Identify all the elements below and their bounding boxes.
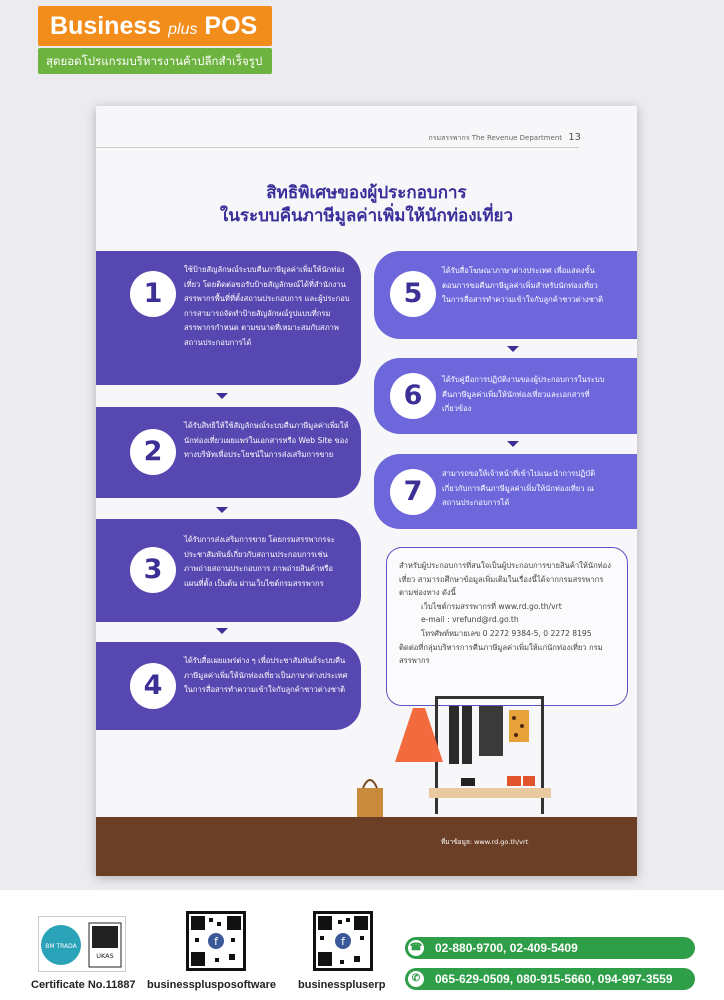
qr-pattern-icon xyxy=(189,914,243,968)
info-intro: สำหรับผู้ประกอบการที่สนใจเป็นผู้ประกอบการขายสินค้าให้นักท่องเที่ยว สามารถศึกษาข้อมูลเพิ่มเติมในเรื่องนี้ได้จากกรมสรรพากรตามช่องทาง ดังนี้ xyxy=(399,561,611,598)
arrow-down-icon xyxy=(216,628,228,634)
svg-text:f: f xyxy=(341,935,345,948)
step-card-2 xyxy=(96,407,361,498)
step-card-1 xyxy=(96,251,361,385)
step-card-6 xyxy=(374,358,637,434)
brand-header xyxy=(0,0,275,78)
clothing-rack-illustration xyxy=(351,686,571,821)
step-number-3: 3 xyxy=(130,547,176,593)
qr-code-facebook-1[interactable] xyxy=(186,911,246,971)
qr-label-1: businessplusposoftware xyxy=(147,979,276,991)
step-text-2: ได้รับสิทธิให้ใช้สัญลักษณ์ระบบคืนภาษีมูลค่าเพิ่มให้นักท่องเที่ยวเผยแพร่ในเอกสารหรือ Web Site ของทางบริษัทเพื่อประโยชน์ในการส่งเสริมการขาย xyxy=(184,421,349,459)
doc-dept: กรมสรรพากร The Revenue Department xyxy=(428,134,563,142)
document-page xyxy=(96,106,637,876)
step-card-3 xyxy=(96,519,361,622)
page-number: 13 xyxy=(568,132,581,143)
step-number-1: 1 xyxy=(130,271,176,317)
brand-name-part2: POS xyxy=(197,12,258,40)
step-text-6: ได้รับคู่มือการปฏิบัติงานของผู้ประกอบการในระบบคืนภาษีมูลค่าเพิ่มให้นักท่องเที่ยวและเอกสารที่เกี่ยวข้อง xyxy=(442,375,605,413)
cert-logo-1-text: BM TRADA xyxy=(45,943,77,950)
step-text-3: ได้รับการส่งเสริมการขาย โดยกรมสรรพากรจะประชาสัมพันธ์เกี่ยวกับสถานประกอบการเช่น ภาพถ่ายสถานประกอบการ ภาพถ่ายสินค้าหรือแผนที่ตั้ง เป็นต้น ผ่านเว็บไซต์กรมสรรพากร xyxy=(184,535,335,588)
step-text-1: ใช้ป้ายสัญลักษณ์ระบบคืนภาษีมูลค่าเพิ่มให้นักท่องเที่ยว โดยติดต่อขอรับป้ายสัญลักษณ์ได้ที่สำนักงานสรรพากรพื้นที่ที่ตั้งสถานประกอบการ และผู้ประกอบการสามารถจัดทำป้ายสัญลักษณ์รูปแบบที่กรมสรรพากรกำหนด ตามขนาดที่เหมาะสมกับสภาพสถานประกอบการได้ xyxy=(184,265,350,347)
info-contact: ติดต่อที่กลุ่มบริหารการคืนภาษีมูลค่าเพิ่มให้แก่นักท่องเที่ยว กรมสรรพากร xyxy=(399,642,603,666)
cert-logo-2-text: UKAS xyxy=(96,952,114,960)
phone-numbers-mobile[interactable] xyxy=(405,968,695,990)
phone-icon: ☎ xyxy=(408,940,424,956)
certification-badge-icon xyxy=(39,917,127,973)
arrow-down-icon xyxy=(507,346,519,352)
phone-numbers-landline[interactable] xyxy=(405,937,695,959)
info-email: e-mail : vrefund@rd.go.th xyxy=(421,615,519,625)
svg-text:f: f xyxy=(214,935,218,948)
step-card-7 xyxy=(374,454,637,529)
arrow-down-icon xyxy=(216,507,228,513)
info-box xyxy=(386,547,628,706)
info-website: เว็บไซต์กรมสรรพากรที่ www.rd.go.th/vrt xyxy=(421,601,562,611)
phone1-text: 02-880-9700, 02-409-5409 xyxy=(435,941,578,955)
page-title xyxy=(96,182,637,228)
header-rule xyxy=(96,147,579,148)
step-card-4 xyxy=(96,642,361,730)
step-card-5 xyxy=(374,251,637,339)
floor-band xyxy=(96,817,637,876)
step-number-6: 6 xyxy=(390,373,436,419)
qr-label-2: businesspluserp xyxy=(298,979,386,991)
source-note: ที่มาข้อมูล: www.rd.go.th/vrt xyxy=(441,838,529,846)
brand-name-part1: Business xyxy=(50,12,169,40)
title-line-1: สิทธิพิเศษของผู้ประกอบการ xyxy=(266,183,467,203)
info-phone: โทรศัพท์หมายเลข 0 2272 9384-5, 0 2272 8195 xyxy=(421,628,592,638)
step-number-7: 7 xyxy=(390,469,436,515)
step-text-5: ได้รับสื่อโฆษณาภาษาต่างประเทศ เพื่อแสดงขั้นตอนการขอคืนภาษีมูลค่าเพิ่มสำหรับนักท่องเที่ยว ในการสื่อสารทำความเข้าใจกับลูกค้าชาวต่างชาติ xyxy=(442,266,604,304)
brand-logo xyxy=(38,6,272,46)
brand-tagline: สุดยอดโปรแกรมบริหารงานค้าปลีกสำเร็จรูป xyxy=(38,48,272,74)
step-text-4: ได้รับสื่อเผยแพร่ต่าง ๆ เพื่อประชาสัมพันธ์ระบบคืนภาษีมูลค่าเพิ่มให้นักท่องเที่ยวเป็นภาษาต่างประเทศ ในการสื่อสารทำความเข้าใจกับลูกค้าชาวต่างชาติ xyxy=(184,656,348,694)
doc-header xyxy=(429,132,581,144)
brand-name-plus: plus xyxy=(168,21,198,38)
qr-pattern-icon xyxy=(316,914,370,968)
step-number-5: 5 xyxy=(390,271,436,317)
arrow-down-icon xyxy=(216,393,228,399)
mobile-phone-icon: ✆ xyxy=(408,971,424,987)
certification-logos xyxy=(38,916,126,972)
step-text-7: สามารถขอให้เจ้าหน้าที่เข้าไปแนะนำการปฏิบัติเกี่ยวกับการคืนภาษีมูลค่าเพิ่มให้นักท่องเที่ยว ณ สถานประกอบการได้ xyxy=(442,469,596,507)
step-number-4: 4 xyxy=(130,663,176,709)
certificate-number: Certificate No.11887 xyxy=(31,979,136,991)
step-number-2: 2 xyxy=(130,429,176,475)
arrow-down-icon xyxy=(507,441,519,447)
title-line-2: ในระบบคืนภาษีมูลค่าเพิ่มให้นักท่องเที่ยว xyxy=(219,206,514,226)
qr-code-facebook-2[interactable] xyxy=(313,911,373,971)
phone2-text: 065-629-0509, 080-915-5660, 094-997-3559 xyxy=(435,972,673,986)
